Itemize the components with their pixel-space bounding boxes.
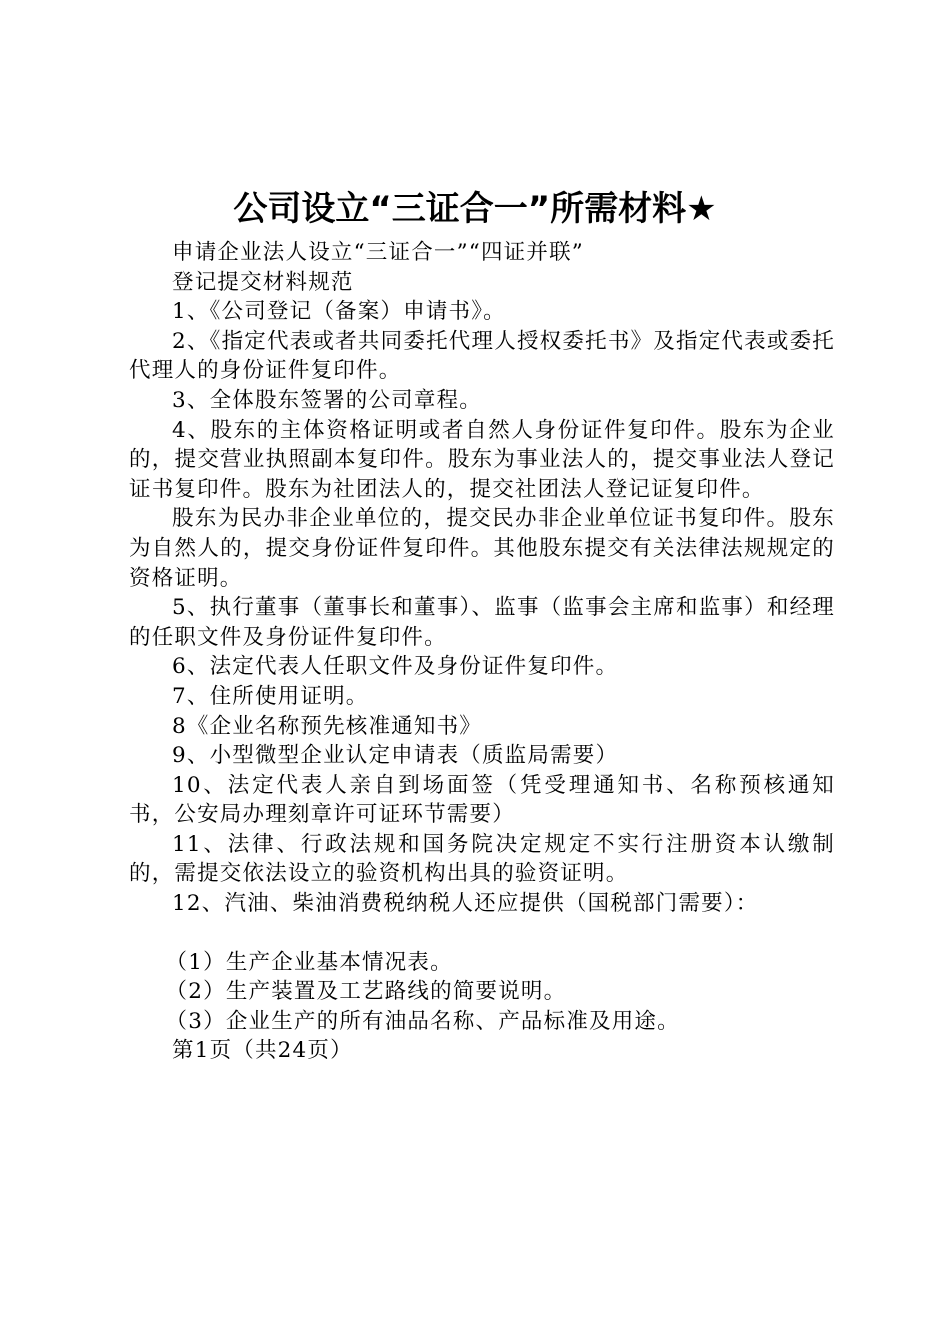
sub-item: （3）企业生产的所有油品名称、产品标准及用途。 <box>165 1008 680 1034</box>
sub-item: （1）生产企业基本情况表。 <box>165 949 453 975</box>
intro-line: 登记提交材料规范 <box>172 269 354 295</box>
list-item: 12、汽油、柴油消费税纳税人还应提供（国税部门需要）： <box>172 891 759 917</box>
list-item: 10、法定代表人亲自到场面签（凭受理通知书、名称预核通知书，公安局办理刻章许可证环节需要） <box>129 772 835 828</box>
document-body <box>129 238 835 1066</box>
sub-item: （2）生产装置及工艺路线的简要说明。 <box>165 979 567 1005</box>
list-item: 5、执行董事（董事长和董事）、监事（监事会主席和监事）和经理的任职文件及身份证件复印件。 <box>129 595 835 650</box>
paragraph-gap <box>129 919 835 948</box>
list-item: 8《企业名称预先核准通知书》 <box>172 713 482 739</box>
list-item: 7、住所使用证明。 <box>172 683 369 709</box>
document-title: 公司设立“三证合一”所需材料★ <box>233 189 717 229</box>
intro-line: 申请企业法人设立“三证合一”“四证并联” <box>172 240 584 265</box>
list-item: 2、《指定代表或者共同委托代理人授权委托书》及指定代表或委托代理人的身份证件复印件。 <box>129 328 835 384</box>
list-item: 6、法定代表人任职文件及身份证件复印件。 <box>172 654 619 680</box>
list-item: 股东为民办非企业单位的，提交民办非企业单位证书复印件。股东为自然人的，提交身份证件复印件。其他股东提交有关法律法规规定的资格证明。 <box>129 506 835 591</box>
list-item: 9、小型微型企业认定申请表（质监局需要） <box>172 743 619 769</box>
list-item: 11、法律、行政法规和国务院决定规定不实行注册资本认缴制的，需提交依法设立的验资机构出具的验资证明。 <box>129 831 835 887</box>
list-item: 1、《公司登记（备案）申请书》。 <box>172 299 506 325</box>
list-item: 4、股东的主体资格证明或者自然人身份证件复印件。股东为企业的，提交营业执照副本复印件。股东为事业法人的，提交事业法人登记证书复印件。股东为社团法人的，提交社团法人登记证复印件。 <box>129 417 835 502</box>
list-item: 3、全体股东签署的公司章程。 <box>172 387 482 413</box>
page-footer: 第1页（共24页） <box>172 1038 353 1064</box>
